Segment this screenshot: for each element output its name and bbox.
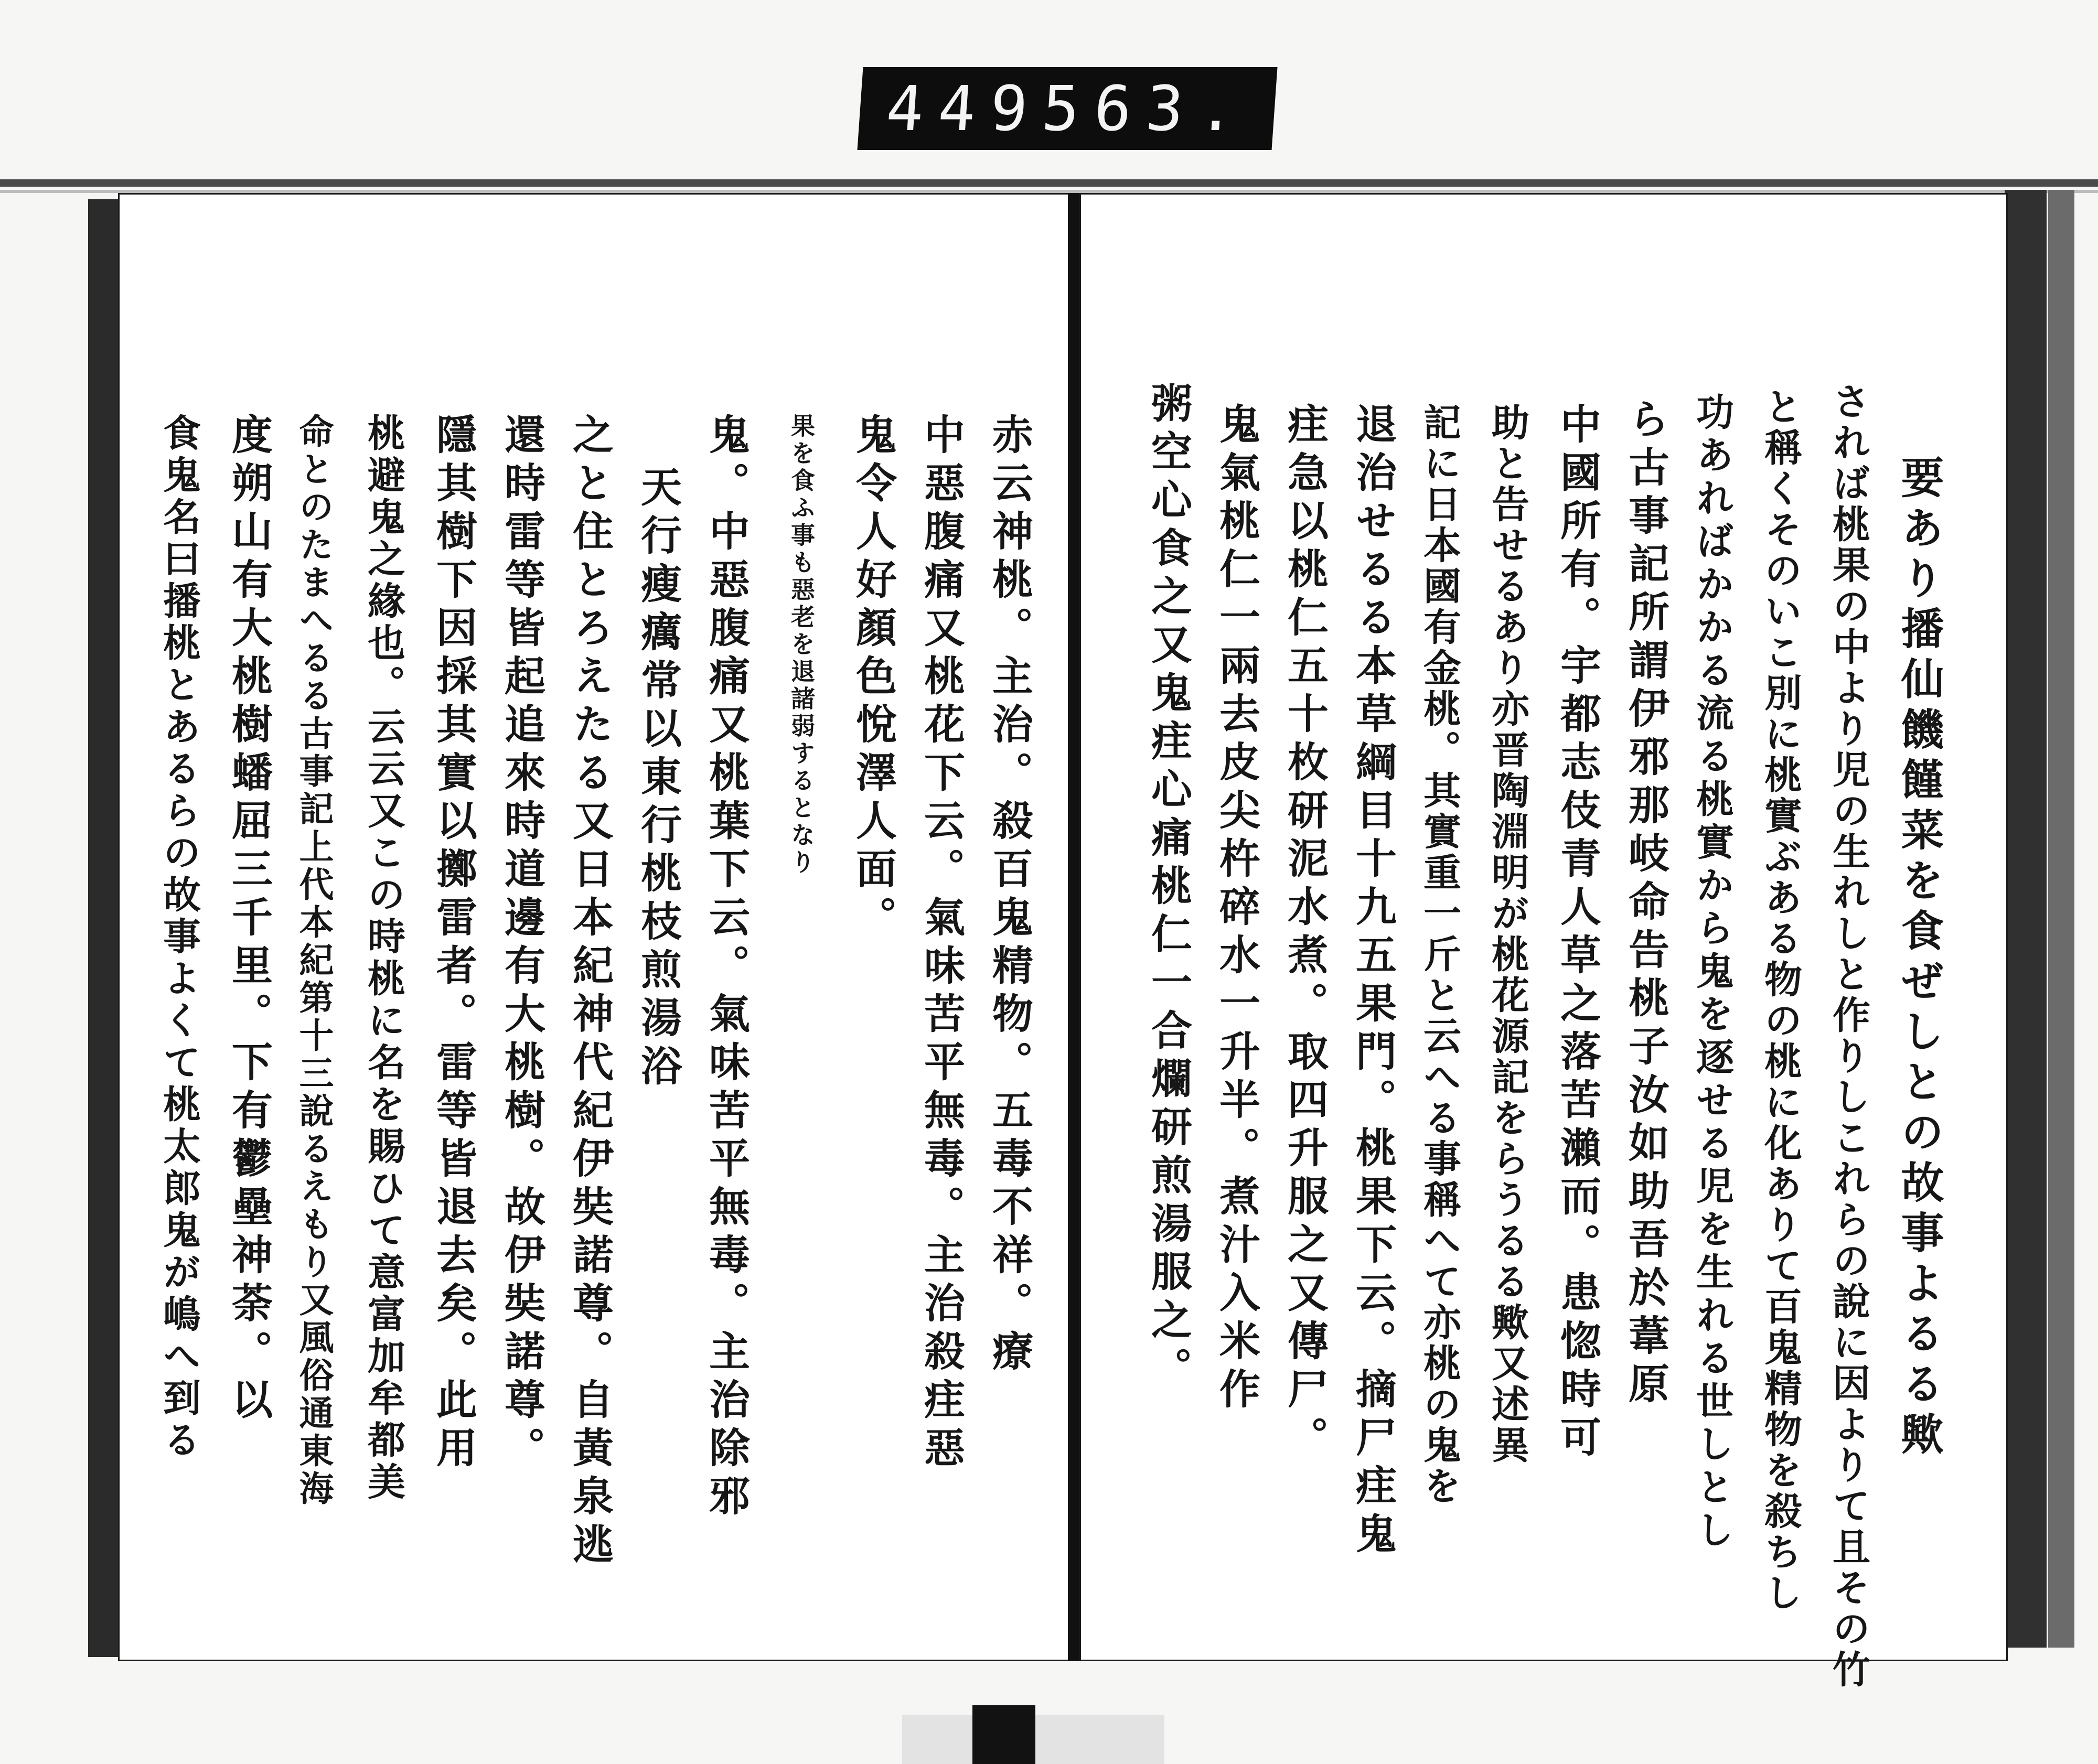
- left-text-line: 還時雷等皆起追來時道邊有大桃樹。故伊奘諾尊。: [498, 413, 545, 1475]
- right-page: [1079, 193, 2008, 1691]
- book-edge-left: [88, 199, 119, 1657]
- left-text-line: 中惡腹痛又桃花下云。氣味苦平無毒。主治殺疰惡: [917, 413, 965, 1475]
- left-text-line: 之と住とろえたる又日本紀神代紀伊奘諾尊。自黃泉逃: [566, 413, 614, 1571]
- book-edge-right-outer: [2048, 190, 2074, 1648]
- left-text-line: 鬼令人好顏色悅澤人面。: [849, 413, 897, 944]
- right-text-line: 記に日本國有金桃。其實重一斤と云へる事稱へて亦桃の鬼を: [1417, 403, 1462, 1507]
- left-text-line: 食鬼名曰播桃とあるらの故事よくて桃太郎鬼が嶋へ到る: [157, 413, 201, 1462]
- right-text-line: されば桃果の中より児の生れしと作りしこれらの說に因よりて且その竹: [1826, 382, 1871, 1691]
- right-text-line: 功あればかかる流る桃實から鬼を逐せる児を生れる世しとし: [1690, 392, 1735, 1553]
- binding-rule: [0, 179, 2098, 187]
- right-text-line: ら古事記所謂伊邪那岐命告桃子汝如助吾於葦原: [1622, 397, 1669, 1411]
- book-edge-right: [2005, 190, 2047, 1648]
- left-text-line: 命とのたまへるる古事記上代本紀第十三說るえもり又風俗通東海: [293, 413, 334, 1508]
- section-heading: 要あり播仙饑饉菜を食ぜしとの故事よるる歟: [1894, 455, 1944, 1462]
- right-text-line: 疰急以桃仁五十枚研泥水煮。取四升服之又傳尸。: [1281, 403, 1329, 1464]
- right-text-line: 助と告せるあり亦晋陶淵明が桃花源記をらうるる歟又述異: [1485, 403, 1530, 1466]
- right-text-line: 中國所有。宇都志伎青人草之落苦瀨而。患惚時可: [1554, 403, 1601, 1464]
- scan-number-label: [857, 67, 1277, 150]
- left-text-line: 度朔山有大桃樹蟠屈三千里。下有鬱壘神荼。以: [225, 413, 273, 1426]
- left-page: [118, 193, 1072, 1661]
- left-text-line: 赤云神桃。主治。殺百鬼精物。五毒不祥。療: [986, 413, 1033, 1378]
- scan-number-left: 449: [884, 72, 1045, 145]
- left-text-line: 桃避鬼之緣也。云云又この時桃に名を賜ひて意富加牟都美: [361, 413, 406, 1504]
- right-text-line: 退治せるる本草綱目十九五果門。桃果下云。摘尸疰鬼: [1349, 403, 1397, 1561]
- left-text-line: 鬼。中惡腹痛又桃葉下云。氣味苦平無毒。主治除邪: [702, 413, 750, 1523]
- right-text-line: 鬼氣桃仁一兩去皮尖杵碎水一升半。煮汁入米作: [1213, 403, 1260, 1416]
- left-text-line: 果を食ふ事も惡老を退諸弱するとなり: [787, 413, 816, 877]
- scan-number-right: 563.: [1040, 72, 1253, 145]
- left-text-line: 隱其樹下因採其實以擲雷者。雷等皆退去矣。此用: [430, 413, 477, 1475]
- right-text-line: 粥空心食之又鬼疰心痛桃仁一合爛研煎湯服之。: [1144, 382, 1192, 1395]
- scan-bottom-tab: [972, 1705, 1035, 1764]
- right-text-line: と稱くそのいこ別に桃實ぶある物の桃に化ありて百鬼精物を殺ちし: [1758, 387, 1803, 1614]
- left-text-line: 天行瘦癘常以東行桃枝煎湯浴: [634, 466, 682, 1093]
- book-gutter: [1068, 193, 1079, 1661]
